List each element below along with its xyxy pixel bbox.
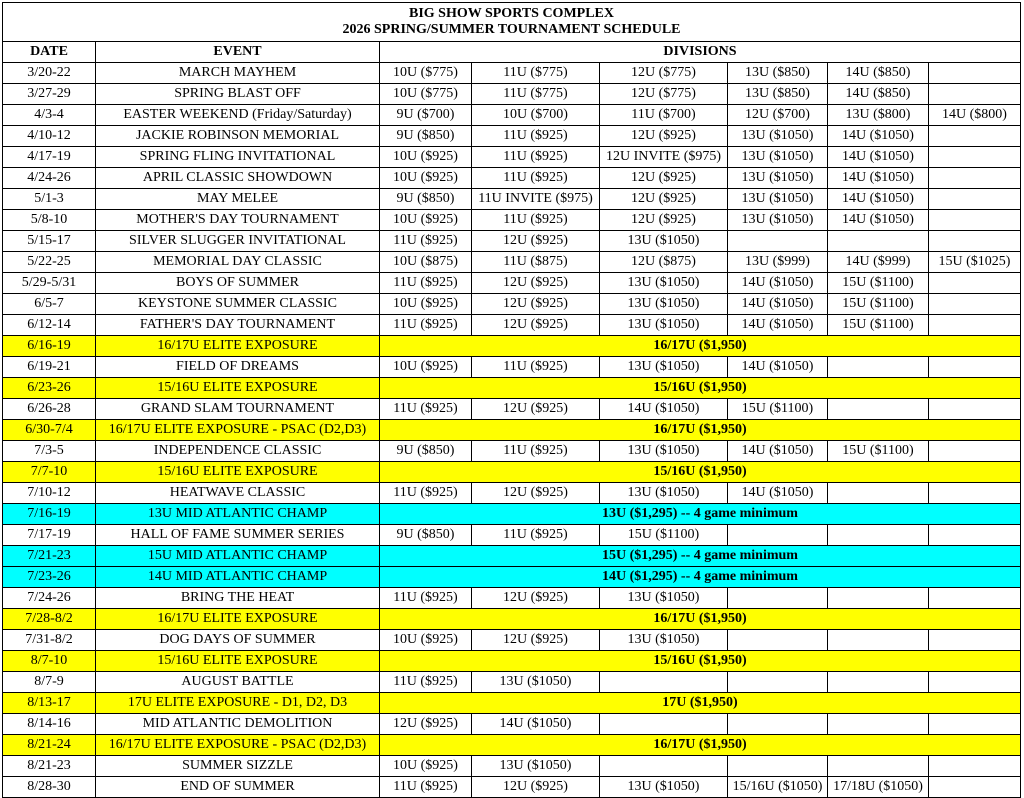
row-division-cell <box>828 483 929 504</box>
row-date: 7/7-10 <box>3 462 96 483</box>
row-division-cell: 14U ($850) <box>828 84 929 105</box>
schedule-row <box>3 189 1021 210</box>
row-division-cell <box>929 168 1021 189</box>
row-date: 8/13-17 <box>3 693 96 714</box>
row-division-cell: 10U ($925) <box>380 294 472 315</box>
row-division-cell: 17/18U ($1050) <box>828 777 929 798</box>
row-division-cell <box>929 210 1021 231</box>
row-division-cell <box>929 357 1021 378</box>
row-date: 3/27-29 <box>3 84 96 105</box>
schedule-row <box>3 483 1021 504</box>
row-division-span: 15/16U ($1,950) <box>380 462 1021 483</box>
row-division-cell <box>828 588 929 609</box>
row-division-cell <box>929 315 1021 336</box>
row-division-cell: 11U ($925) <box>380 273 472 294</box>
schedule-row <box>3 357 1021 378</box>
tournament-schedule-table <box>2 2 1021 798</box>
row-division-cell: 14U ($999) <box>828 252 929 273</box>
row-event: 16/17U ELITE EXPOSURE - PSAC (D2,D3) <box>96 735 380 756</box>
column-header-row <box>3 42 1021 63</box>
row-division-cell: 14U ($1050) <box>728 273 828 294</box>
row-division-cell: 11U ($925) <box>472 126 600 147</box>
row-division-cell <box>929 63 1021 84</box>
row-date: 7/16-19 <box>3 504 96 525</box>
row-division-cell: 14U ($1050) <box>828 189 929 210</box>
row-division-cell: 13U ($1050) <box>728 210 828 231</box>
row-division-cell: 12U ($925) <box>472 315 600 336</box>
schedule-row <box>3 210 1021 231</box>
schedule-row <box>3 147 1021 168</box>
row-division-cell <box>728 714 828 735</box>
row-division-cell: 11U ($925) <box>380 399 472 420</box>
row-date: 4/10-12 <box>3 126 96 147</box>
row-division-cell <box>728 231 828 252</box>
row-division-cell: 10U ($925) <box>380 168 472 189</box>
row-event: HEATWAVE CLASSIC <box>96 483 380 504</box>
row-division-cell <box>929 714 1021 735</box>
row-division-cell <box>728 525 828 546</box>
row-division-cell: 14U ($1050) <box>728 294 828 315</box>
row-event: FATHER'S DAY TOURNAMENT <box>96 315 380 336</box>
row-division-span: 16/17U ($1,950) <box>380 609 1021 630</box>
row-date: 6/26-28 <box>3 399 96 420</box>
row-division-cell <box>929 231 1021 252</box>
schedule-row <box>3 315 1021 336</box>
row-division-cell <box>828 714 929 735</box>
row-date: 6/12-14 <box>3 315 96 336</box>
row-division-cell: 11U ($925) <box>472 147 600 168</box>
row-event: KEYSTONE SUMMER CLASSIC <box>96 294 380 315</box>
schedule-row <box>3 525 1021 546</box>
row-division-cell: 11U ($925) <box>380 777 472 798</box>
schedule-row <box>3 756 1021 777</box>
row-division-cell: 12U ($875) <box>600 252 728 273</box>
row-division-cell <box>828 357 929 378</box>
row-division-cell: 13U ($1050) <box>472 756 600 777</box>
row-division-cell: 11U ($700) <box>600 105 728 126</box>
divisions-column-header: DIVISIONS <box>380 42 1021 63</box>
row-division-span: 13U ($1,295) -- 4 game minimum <box>380 504 1021 525</box>
row-division-cell <box>929 294 1021 315</box>
row-division-cell: 11U ($925) <box>472 525 600 546</box>
schedule-row-highlighted <box>3 735 1021 756</box>
row-division-cell: 13U ($1050) <box>600 588 728 609</box>
row-division-cell: 13U ($1050) <box>600 483 728 504</box>
row-division-cell <box>929 756 1021 777</box>
row-division-cell <box>828 231 929 252</box>
row-division-cell: 12U ($925) <box>380 714 472 735</box>
row-date: 7/21-23 <box>3 546 96 567</box>
schedule-row-highlighted <box>3 336 1021 357</box>
row-event: GRAND SLAM TOURNAMENT <box>96 399 380 420</box>
row-division-cell: 9U ($850) <box>380 525 472 546</box>
row-division-cell <box>728 630 828 651</box>
row-division-cell: 12U ($925) <box>472 483 600 504</box>
row-date: 6/19-21 <box>3 357 96 378</box>
row-division-cell: 11U ($925) <box>472 210 600 231</box>
row-division-cell: 13U ($850) <box>728 63 828 84</box>
row-division-cell: 11U ($925) <box>380 315 472 336</box>
row-division-cell: 10U ($775) <box>380 63 472 84</box>
row-division-cell <box>929 672 1021 693</box>
date-column-header: DATE <box>3 42 96 63</box>
row-division-cell <box>828 399 929 420</box>
row-date: 8/7-9 <box>3 672 96 693</box>
row-date: 4/17-19 <box>3 147 96 168</box>
row-division-cell: 12U ($925) <box>472 231 600 252</box>
row-event: FIELD OF DREAMS <box>96 357 380 378</box>
row-division-cell: 14U ($1050) <box>828 168 929 189</box>
row-division-cell <box>929 483 1021 504</box>
title-line-2: 2026 SPRING/SUMMER TOURNAMENT SCHEDULE <box>342 22 681 37</box>
row-division-cell: 15/16U ($1050) <box>728 777 828 798</box>
row-division-cell: 15U ($1100) <box>728 399 828 420</box>
schedule-body <box>3 63 1021 798</box>
row-date: 8/14-16 <box>3 714 96 735</box>
row-division-cell: 11U ($925) <box>472 357 600 378</box>
row-event: BRING THE HEAT <box>96 588 380 609</box>
row-event: 17U ELITE EXPOSURE - D1, D2, D3 <box>96 693 380 714</box>
schedule-row <box>3 84 1021 105</box>
row-division-cell: 15U ($1100) <box>828 441 929 462</box>
schedule-row-highlighted <box>3 504 1021 525</box>
row-date: 6/5-7 <box>3 294 96 315</box>
row-event: 16/17U ELITE EXPOSURE <box>96 336 380 357</box>
row-division-cell: 11U ($925) <box>380 231 472 252</box>
row-date: 6/16-19 <box>3 336 96 357</box>
row-division-cell: 14U ($1050) <box>728 315 828 336</box>
row-division-cell: 10U ($775) <box>380 84 472 105</box>
row-division-cell <box>929 399 1021 420</box>
row-division-cell: 15U ($1025) <box>929 252 1021 273</box>
row-division-cell: 10U ($925) <box>380 147 472 168</box>
row-event: AUGUST BATTLE <box>96 672 380 693</box>
row-division-cell: 13U ($1050) <box>600 273 728 294</box>
row-division-span: 16/17U ($1,950) <box>380 336 1021 357</box>
schedule-row <box>3 714 1021 735</box>
row-division-cell: 14U ($1050) <box>728 357 828 378</box>
row-division-cell: 10U ($925) <box>380 756 472 777</box>
row-event: 16/17U ELITE EXPOSURE <box>96 609 380 630</box>
schedule-row <box>3 672 1021 693</box>
row-division-cell: 12U ($925) <box>472 777 600 798</box>
row-event: HALL OF FAME SUMMER SERIES <box>96 525 380 546</box>
row-event: JACKIE ROBINSON MEMORIAL <box>96 126 380 147</box>
row-date: 7/31-8/2 <box>3 630 96 651</box>
row-date: 6/30-7/4 <box>3 420 96 441</box>
row-division-cell <box>728 672 828 693</box>
row-event: MARCH MAYHEM <box>96 63 380 84</box>
row-division-cell <box>929 147 1021 168</box>
row-division-cell: 12U ($925) <box>472 294 600 315</box>
row-division-cell <box>929 189 1021 210</box>
row-division-cell: 12U INVITE ($975) <box>600 147 728 168</box>
row-division-cell: 15U ($1100) <box>600 525 728 546</box>
row-event: SPRING BLAST OFF <box>96 84 380 105</box>
row-division-span: 16/17U ($1,950) <box>380 420 1021 441</box>
row-division-cell <box>929 441 1021 462</box>
row-division-cell: 12U ($925) <box>472 630 600 651</box>
row-division-span: 16/17U ($1,950) <box>380 735 1021 756</box>
row-division-span: 17U ($1,950) <box>380 693 1021 714</box>
schedule-row-highlighted <box>3 420 1021 441</box>
schedule-row <box>3 441 1021 462</box>
schedule-row <box>3 63 1021 84</box>
row-event: 14U MID ATLANTIC CHAMP <box>96 567 380 588</box>
row-division-cell <box>600 756 728 777</box>
row-division-cell: 13U ($1050) <box>600 441 728 462</box>
row-division-cell <box>929 126 1021 147</box>
row-division-cell: 10U ($925) <box>380 357 472 378</box>
title-line-1: BIG SHOW SPORTS COMPLEX <box>408 6 614 21</box>
row-division-cell: 12U ($775) <box>600 84 728 105</box>
row-event: SUMMER SIZZLE <box>96 756 380 777</box>
row-division-span: 15/16U ($1,950) <box>380 378 1021 399</box>
row-date: 7/3-5 <box>3 441 96 462</box>
row-division-cell: 14U ($1050) <box>828 210 929 231</box>
schedule-row <box>3 168 1021 189</box>
row-division-cell: 13U ($1050) <box>472 672 600 693</box>
row-division-cell: 12U ($775) <box>600 63 728 84</box>
schedule-row-highlighted <box>3 567 1021 588</box>
schedule-row <box>3 630 1021 651</box>
row-division-cell: 11U ($775) <box>472 63 600 84</box>
row-event: 15/16U ELITE EXPOSURE <box>96 462 380 483</box>
row-division-span: 15/16U ($1,950) <box>380 651 1021 672</box>
schedule-row <box>3 294 1021 315</box>
schedule-title <box>3 3 1021 42</box>
schedule-row <box>3 252 1021 273</box>
row-division-cell: 10U ($700) <box>472 105 600 126</box>
row-date: 5/8-10 <box>3 210 96 231</box>
row-division-cell: 13U ($1050) <box>600 777 728 798</box>
schedule-row-highlighted <box>3 693 1021 714</box>
row-date: 5/1-3 <box>3 189 96 210</box>
row-division-cell: 14U ($800) <box>929 105 1021 126</box>
row-division-cell: 13U ($850) <box>728 84 828 105</box>
row-division-cell: 9U ($850) <box>380 126 472 147</box>
schedule-row <box>3 273 1021 294</box>
row-division-cell: 13U ($1050) <box>728 189 828 210</box>
row-division-cell: 12U ($700) <box>728 105 828 126</box>
row-division-cell <box>929 777 1021 798</box>
row-event: INDEPENDENCE CLASSIC <box>96 441 380 462</box>
row-date: 4/24-26 <box>3 168 96 189</box>
row-division-cell <box>728 588 828 609</box>
row-date: 7/23-26 <box>3 567 96 588</box>
row-event: 15/16U ELITE EXPOSURE <box>96 378 380 399</box>
row-division-cell <box>929 588 1021 609</box>
row-division-cell: 15U ($1100) <box>828 273 929 294</box>
row-event: MOTHER'S DAY TOURNAMENT <box>96 210 380 231</box>
row-division-cell: 14U ($1050) <box>728 483 828 504</box>
row-division-cell: 11U ($775) <box>472 84 600 105</box>
row-division-cell: 15U ($1100) <box>828 315 929 336</box>
schedule-row <box>3 231 1021 252</box>
row-division-cell: 14U ($1050) <box>828 126 929 147</box>
row-division-cell <box>929 273 1021 294</box>
row-division-cell: 14U ($850) <box>828 63 929 84</box>
row-division-cell <box>600 672 728 693</box>
row-division-cell <box>828 525 929 546</box>
row-date: 7/24-26 <box>3 588 96 609</box>
row-event: 15/16U ELITE EXPOSURE <box>96 651 380 672</box>
row-division-cell: 12U ($925) <box>600 189 728 210</box>
row-division-cell: 13U ($1050) <box>728 126 828 147</box>
row-date: 5/15-17 <box>3 231 96 252</box>
row-division-cell <box>929 525 1021 546</box>
row-division-cell: 14U ($1050) <box>600 399 728 420</box>
row-date: 7/28-8/2 <box>3 609 96 630</box>
row-event: MEMORIAL DAY CLASSIC <box>96 252 380 273</box>
row-date: 7/17-19 <box>3 525 96 546</box>
row-division-cell: 11U ($925) <box>380 483 472 504</box>
row-division-cell <box>929 630 1021 651</box>
row-division-cell <box>728 756 828 777</box>
row-division-cell: 14U ($1050) <box>728 441 828 462</box>
row-division-cell: 12U ($925) <box>472 588 600 609</box>
row-division-cell: 14U ($1050) <box>828 147 929 168</box>
row-division-cell <box>828 630 929 651</box>
schedule-row <box>3 588 1021 609</box>
schedule-row-highlighted <box>3 609 1021 630</box>
row-division-cell: 11U ($925) <box>380 588 472 609</box>
row-division-span: 14U ($1,295) -- 4 game minimum <box>380 567 1021 588</box>
schedule-row <box>3 105 1021 126</box>
row-division-cell: 13U ($1050) <box>600 231 728 252</box>
row-event: EASTER WEEKEND (Friday/Saturday) <box>96 105 380 126</box>
row-division-cell: 13U ($1050) <box>600 357 728 378</box>
row-date: 8/28-30 <box>3 777 96 798</box>
row-division-cell: 11U INVITE ($975) <box>472 189 600 210</box>
row-date: 4/3-4 <box>3 105 96 126</box>
row-division-cell: 12U ($925) <box>472 273 600 294</box>
row-division-cell: 13U ($1050) <box>600 630 728 651</box>
row-event: BOYS OF SUMMER <box>96 273 380 294</box>
row-event: SPRING FLING INVITATIONAL <box>96 147 380 168</box>
row-date: 5/22-25 <box>3 252 96 273</box>
row-date: 8/7-10 <box>3 651 96 672</box>
schedule-row-highlighted <box>3 462 1021 483</box>
row-event: SILVER SLUGGER INVITATIONAL <box>96 231 380 252</box>
row-division-cell: 13U ($999) <box>728 252 828 273</box>
row-division-cell: 11U ($925) <box>472 441 600 462</box>
row-date: 8/21-24 <box>3 735 96 756</box>
row-division-cell <box>600 714 728 735</box>
row-division-cell: 15U ($1100) <box>828 294 929 315</box>
row-event: END OF SUMMER <box>96 777 380 798</box>
row-division-cell: 10U ($925) <box>380 210 472 231</box>
row-event: APRIL CLASSIC SHOWDOWN <box>96 168 380 189</box>
row-division-cell: 11U ($875) <box>472 252 600 273</box>
schedule-row <box>3 399 1021 420</box>
row-division-cell: 9U ($700) <box>380 105 472 126</box>
row-division-cell: 12U ($925) <box>600 210 728 231</box>
row-division-cell: 13U ($1050) <box>600 315 728 336</box>
row-division-cell <box>929 84 1021 105</box>
row-division-cell: 11U ($925) <box>472 168 600 189</box>
row-division-cell: 9U ($850) <box>380 441 472 462</box>
row-date: 6/23-26 <box>3 378 96 399</box>
row-date: 8/21-23 <box>3 756 96 777</box>
row-division-cell: 10U ($925) <box>380 630 472 651</box>
row-event: MID ATLANTIC DEMOLITION <box>96 714 380 735</box>
row-event: 15U MID ATLANTIC CHAMP <box>96 546 380 567</box>
row-division-cell: 13U ($1050) <box>728 168 828 189</box>
row-event: DOG DAYS OF SUMMER <box>96 630 380 651</box>
row-division-cell: 9U ($850) <box>380 189 472 210</box>
row-division-cell <box>828 672 929 693</box>
row-division-span: 15U ($1,295) -- 4 game minimum <box>380 546 1021 567</box>
row-division-cell: 11U ($925) <box>380 672 472 693</box>
schedule-row <box>3 777 1021 798</box>
row-event: 16/17U ELITE EXPOSURE - PSAC (D2,D3) <box>96 420 380 441</box>
row-date: 3/20-22 <box>3 63 96 84</box>
schedule-row-highlighted <box>3 378 1021 399</box>
row-division-cell: 13U ($1050) <box>600 294 728 315</box>
row-event: MAY MELEE <box>96 189 380 210</box>
row-division-cell: 12U ($925) <box>600 126 728 147</box>
row-date: 7/10-12 <box>3 483 96 504</box>
row-division-cell: 10U ($875) <box>380 252 472 273</box>
row-division-cell: 13U ($800) <box>828 105 929 126</box>
row-division-cell: 14U ($1050) <box>472 714 600 735</box>
row-date: 5/29-5/31 <box>3 273 96 294</box>
row-event: 13U MID ATLANTIC CHAMP <box>96 504 380 525</box>
schedule-row <box>3 126 1021 147</box>
row-division-cell: 13U ($1050) <box>728 147 828 168</box>
row-division-cell <box>828 756 929 777</box>
schedule-row-highlighted <box>3 546 1021 567</box>
event-column-header: EVENT <box>96 42 380 63</box>
schedule-row-highlighted <box>3 651 1021 672</box>
row-division-cell: 12U ($925) <box>600 168 728 189</box>
row-division-cell: 12U ($925) <box>472 399 600 420</box>
